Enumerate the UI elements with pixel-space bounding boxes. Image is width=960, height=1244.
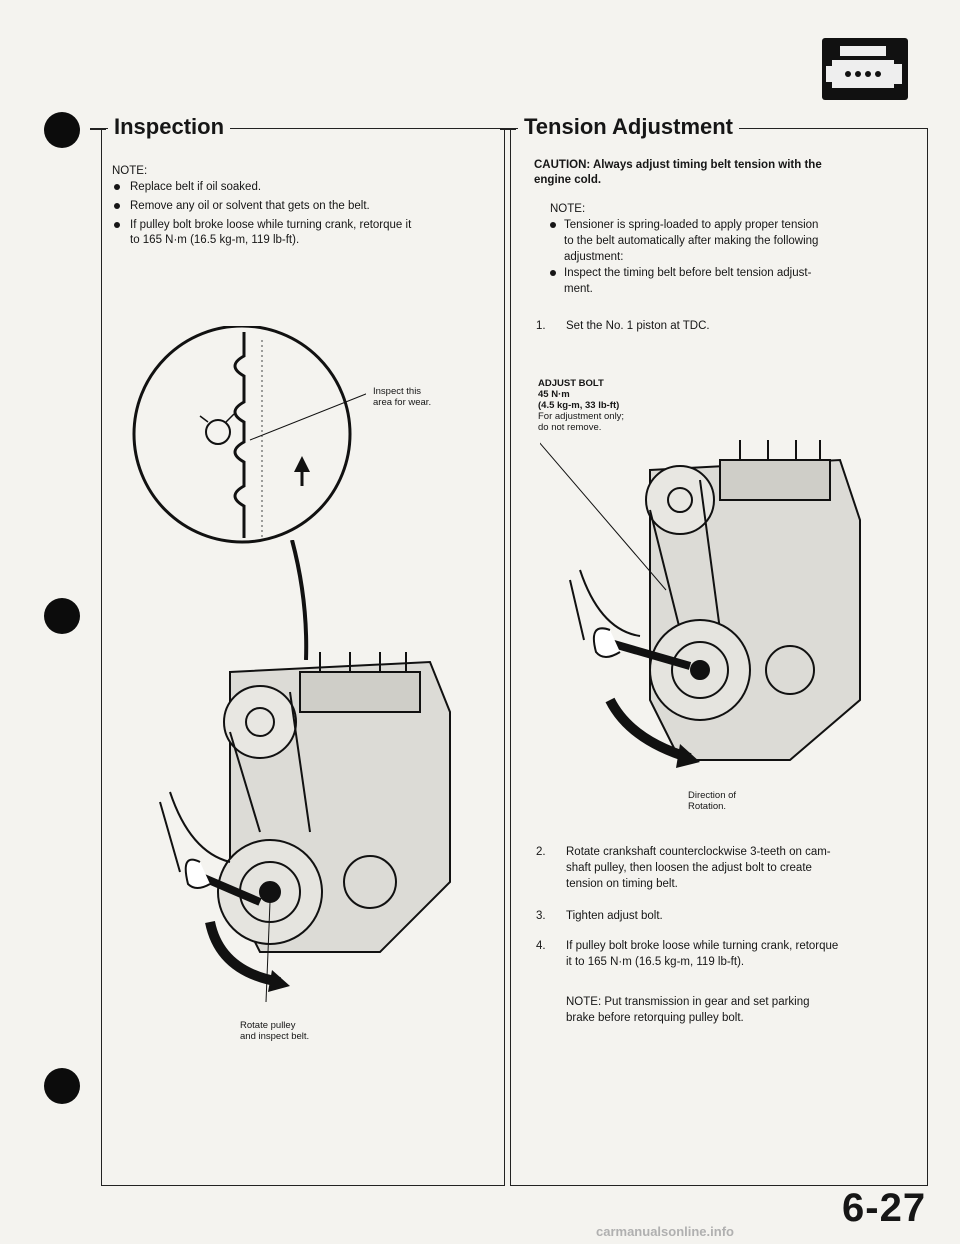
step-1: 1. Set the No. 1 piston at TDC. bbox=[536, 320, 710, 332]
inspection-note-3: If pulley bolt broke loose while turning crank, retorque it bbox=[114, 218, 411, 233]
inspection-title: Inspection bbox=[108, 114, 230, 140]
tension-title: Tension Adjustment bbox=[518, 114, 739, 140]
inspection-note-label: NOTE: bbox=[112, 165, 148, 177]
tension-note-1: Tensioner is spring-loaded to apply proper tension bbox=[550, 218, 818, 233]
tension-note-1-cont-1: to the belt automatically after making the following bbox=[564, 235, 819, 247]
inspection-note-2: Remove any oil or solvent that gets on the belt. bbox=[114, 199, 370, 214]
inspection-note-1: Replace belt if oil soaked. bbox=[114, 180, 261, 195]
step-2: 2. Rotate crankshaft counterclockwise 3-teeth on cam- shaft pulley, then loosen the adjust bolt to create tension on timing belt. bbox=[536, 846, 831, 890]
step-4: 4. If pulley bolt broke loose while turning crank, retorque it to 165 N·m (16.5 kg-m, 119 lb-ft). bbox=[536, 940, 839, 968]
step-3: 3. Tighten adjust bolt. bbox=[536, 910, 663, 922]
engine-adjust-bolt-illustration-right bbox=[540, 440, 890, 780]
step-4-note: NOTE: Put transmission in gear and set parking brake before retorquing pulley bolt. bbox=[566, 996, 810, 1024]
tension-note-2-cont: ment. bbox=[564, 283, 593, 295]
inspect-area-callout: Inspect this area for wear. bbox=[373, 386, 432, 408]
engine-pulley-illustration-left bbox=[140, 652, 470, 1012]
belt-tooth-detail-illustration bbox=[126, 326, 366, 556]
tension-title-rule bbox=[500, 128, 516, 130]
binder-hole-3 bbox=[44, 1068, 80, 1104]
tension-note-1-cont-2: adjustment: bbox=[564, 251, 624, 263]
direction-of-rotation-callout: Direction of Rotation. bbox=[688, 790, 737, 812]
caution-text: CAUTION: Always adjust timing belt tension with the engine cold. bbox=[534, 159, 822, 186]
binder-hole-2 bbox=[44, 598, 80, 634]
engine-icon bbox=[822, 38, 908, 100]
binder-hole-1 bbox=[44, 112, 80, 148]
inspection-title-rule bbox=[90, 128, 106, 130]
detail-connector-line bbox=[286, 540, 316, 660]
watermark: carmanualsonline.info bbox=[596, 1224, 734, 1239]
adjust-bolt-callout: ADJUST BOLT 45 N·m (4.5 kg-m, 33 lb-ft) For adjustment only; do not remove. bbox=[538, 378, 625, 433]
inspection-note-3-cont: to 165 N·m (16.5 kg-m, 119 lb-ft). bbox=[130, 234, 300, 246]
rotate-pulley-callout: Rotate pulley and inspect belt. bbox=[240, 1020, 310, 1042]
tension-note-label: NOTE: bbox=[550, 203, 586, 215]
page-number: 6-27 bbox=[842, 1186, 927, 1230]
tension-note-2: Inspect the timing belt before belt tension adjust- bbox=[550, 266, 811, 281]
